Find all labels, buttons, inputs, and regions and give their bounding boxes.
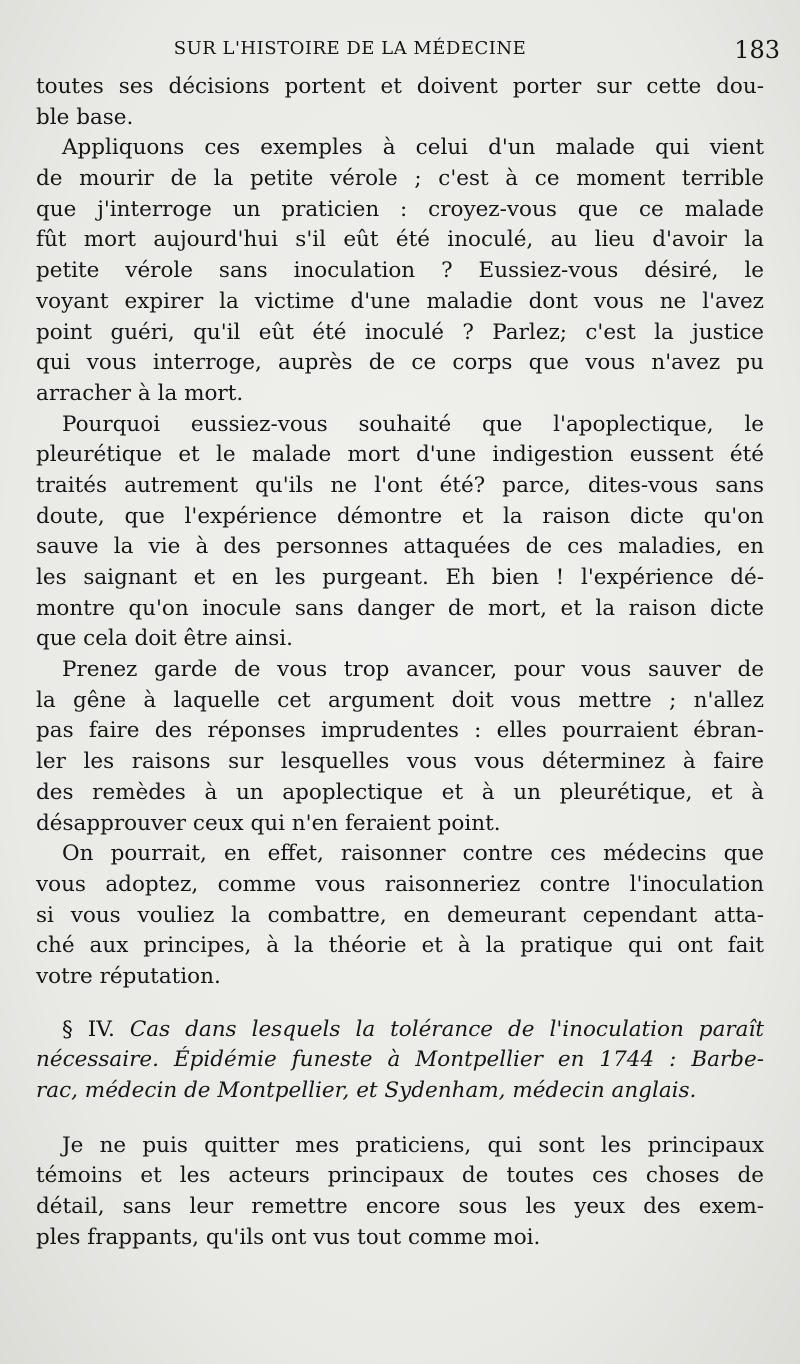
text-line: arracher à la mort.: [36, 380, 244, 406]
text-line: ché aux principes, à la théorie et à la pratique qui ont fait: [36, 933, 764, 959]
running-head: [40, 36, 780, 66]
text-line: Appliquons ces exemples à celui d'un malade qui vient: [62, 135, 764, 161]
section-heading-line: [36, 1015, 764, 1046]
section-heading-line: nécessaire. Épidémie funeste à Montpellier en 1744 : Barbe-: [36, 1047, 764, 1073]
text-line: témoins et les acteurs principaux de toutes ces choses de: [36, 1163, 764, 1189]
section-title-part: Cas dans lesquels la tolérance de l'inoculation paraît: [129, 1016, 765, 1042]
text-line: si vous vouliez la combattre, en demeurant cependant atta-: [36, 902, 764, 928]
text-line: qui vous interroge, auprès de ce corps que vous n'avez pu: [36, 350, 764, 376]
section-heading: [36, 1015, 764, 1107]
page-number: 183: [734, 36, 780, 64]
text-line: pleurétique et le malade mort d'une indigestion eussent été: [36, 442, 764, 468]
text-line: sauve la vie à des personnes attaquées de ces maladies, en: [36, 534, 764, 560]
text-line: vous adoptez, comme vous raisonneriez contre l'inoculation: [36, 871, 764, 897]
text-line: petite vérole sans inoculation ? Eussiez-vous désiré, le: [36, 258, 764, 284]
text-line: que j'interroge un praticien : croyez-vous que ce malade: [36, 196, 764, 222]
text-line: ble base.: [36, 104, 134, 130]
text-line: Prenez garde de vous trop avancer, pour vous sauver de: [62, 657, 764, 683]
text-line: ler les raisons sur lesquelles vous vous déterminez à faire: [36, 749, 764, 775]
closing-paragraph: [36, 1131, 764, 1254]
text-line: ples frappants, qu'ils ont vus tout comme moi.: [36, 1224, 541, 1250]
text-line: pas faire des réponses imprudentes : elles pourraient ébran-: [36, 718, 764, 744]
text-line: détail, sans leur remettre encore sous les yeux des exem-: [36, 1194, 764, 1220]
text-line: de mourir de la petite vérole ; c'est à ce moment terrible: [36, 166, 764, 192]
text-line: traités autrement qu'ils ne l'ont été? parce, dites-vous sans: [36, 472, 764, 498]
text-line: la gêne à laquelle cet argument doit vous mettre ; n'allez: [36, 687, 764, 713]
text-line: toutes ses décisions portent et doivent porter sur cette dou-: [36, 74, 764, 99]
text-line: les saignant et en les purgeant. Eh bien ! l'expérience dé-: [36, 565, 764, 590]
text-line: Pourquoi eussiez-vous souhaité que l'apoplectique, le: [62, 411, 764, 437]
text-line: doute, que l'expérience démontre et la raison dicte qu'on: [36, 503, 764, 529]
text-line: des remèdes à un apoplectique et à un pleurétique, et à: [36, 779, 764, 805]
text-line: fût mort aujourd'hui s'il eût été inoculé, au lieu d'avoir la: [36, 227, 764, 253]
text-line: point guéri, qu'il eût été inoculé ? Parlez; c'est la justice: [36, 319, 764, 345]
text-line: votre réputation.: [36, 963, 221, 989]
text-line: désapprouver ceux qui n'en feraient point.: [36, 810, 501, 836]
running-title: SUR L'HISTOIRE DE LA MÉDECINE: [173, 38, 527, 59]
text-line: On pourrait, en effet, raisonner contre ces médecins que: [62, 841, 764, 867]
text-line: montre qu'on inocule sans danger de mort, et la raison dicte: [36, 595, 764, 621]
text-line: Je ne puis quitter mes praticiens, qui sont les principaux: [62, 1132, 764, 1158]
section-heading-line: rac, médecin de Montpellier, et Sydenham, médecin anglais.: [36, 1078, 697, 1103]
text-line: voyant expirer la victime d'une maladie dont vous ne l'avez: [36, 288, 764, 314]
section-mark: § IV.: [62, 1016, 115, 1042]
text-line: que cela doit être ainsi.: [36, 626, 294, 652]
body-text: [36, 72, 764, 1253]
